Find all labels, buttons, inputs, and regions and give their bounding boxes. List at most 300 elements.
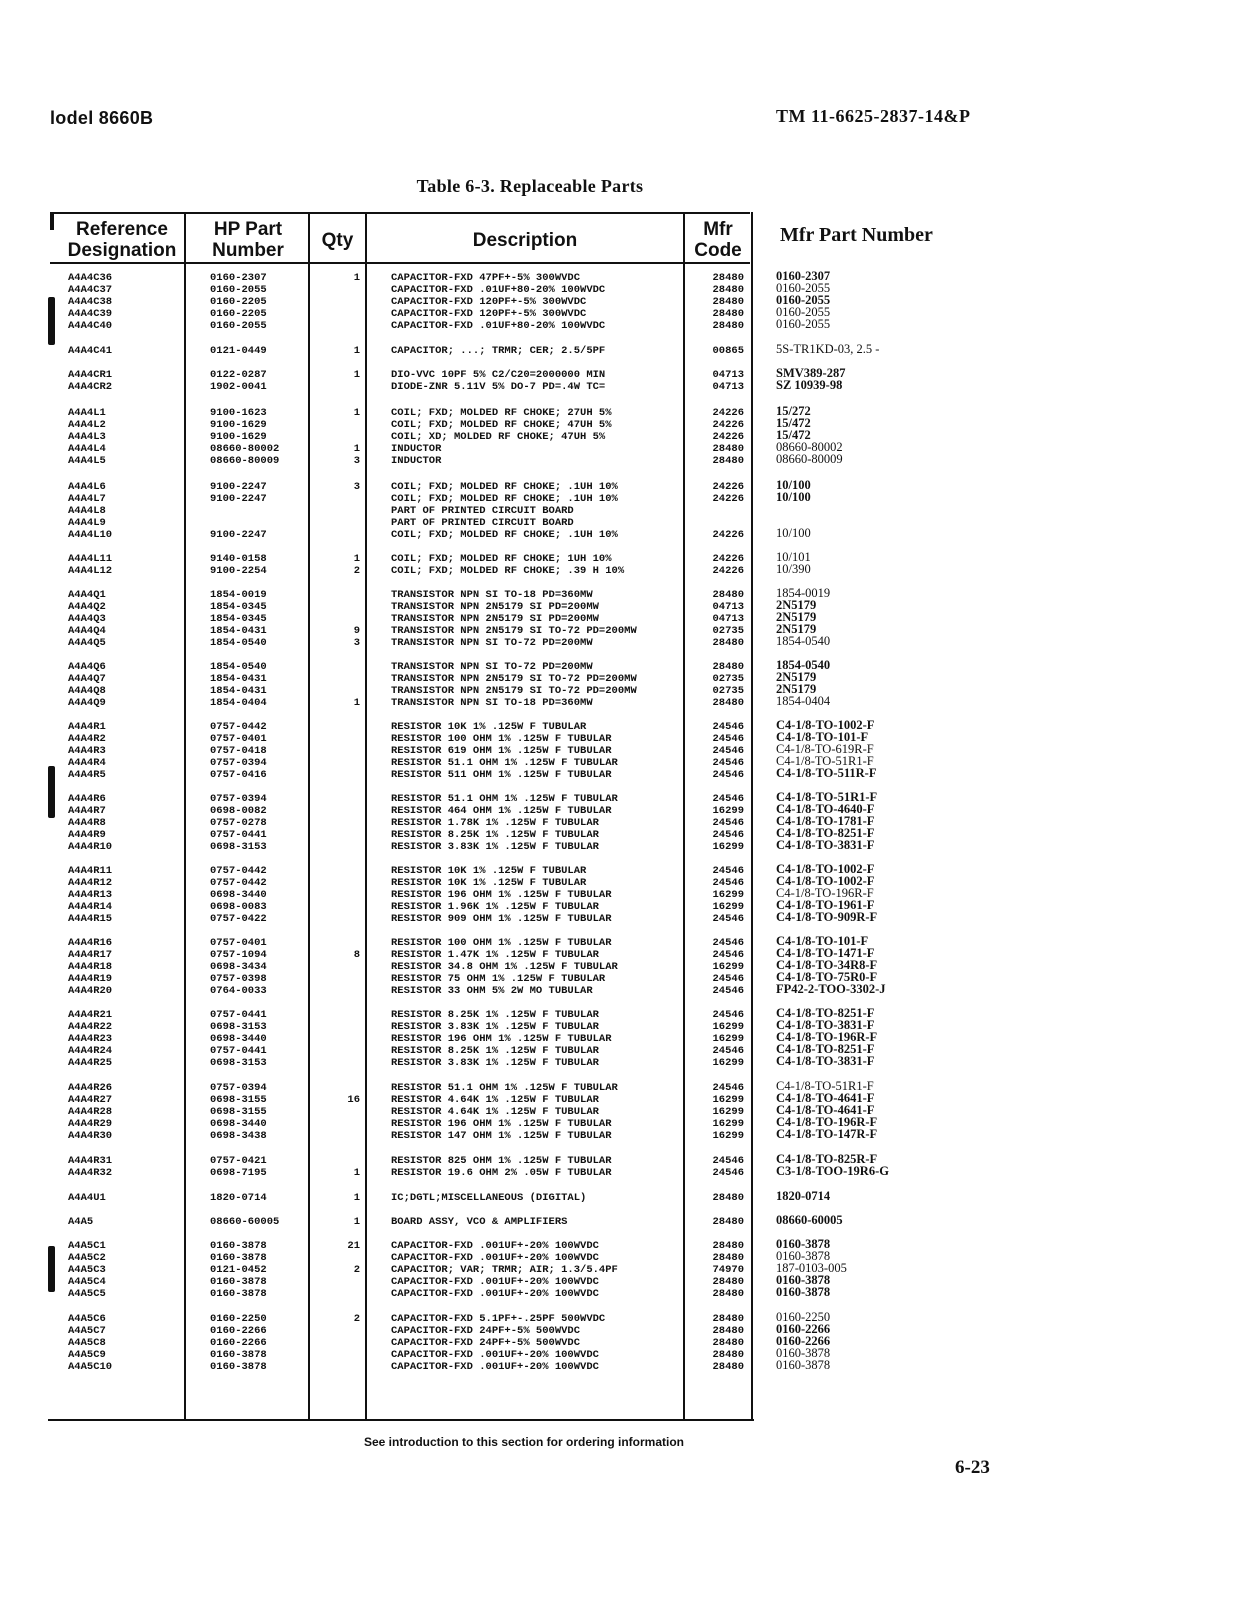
quantity: 2 <box>353 1264 360 1276</box>
mfr-code: 16299 <box>712 889 744 901</box>
mfr-part-number: SMV389-287 <box>776 366 846 380</box>
mfr-part-number: 15/472 <box>776 428 811 442</box>
part-ref: A4A4Q5 <box>68 637 106 649</box>
quantity <box>320 913 360 925</box>
mfr-part-number: 1820-0714 <box>776 1189 831 1203</box>
hp-part-number: 0160-2205 <box>210 308 267 320</box>
mfr-part-number: C4-1/8-TO-511R-F <box>776 766 877 780</box>
part-ref: A4A4R15 <box>68 913 113 925</box>
description: DIO-VVC 10PF 5% C2/C20=2000000 MIN <box>391 369 606 381</box>
description: CAPACITOR-FXD .01UF+80-20% 100WVDC <box>391 320 606 332</box>
quantity <box>320 769 360 781</box>
mfr-code: 16299 <box>712 1021 744 1033</box>
hp-part-number: 0160-3878 <box>210 1288 267 1300</box>
description: COIL; FXD; MOLDED RF CHOKE; 1UH 10% <box>391 553 612 565</box>
quantity <box>320 745 360 757</box>
hp-part-number: 0757-0441 <box>210 1009 267 1021</box>
quantity: 1 <box>353 553 360 565</box>
hp-part-number: 0160-2266 <box>210 1325 267 1337</box>
description: RESISTOR 51.1 OHM 1% .125W F TUBULAR <box>391 757 618 769</box>
hp-part-number: 0757-0441 <box>210 1045 267 1057</box>
hp-part-number: 08660-80009 <box>210 455 280 467</box>
quantity <box>320 1057 360 1069</box>
description: RESISTOR 19.6 OHM 2% .05W F TUBULAR <box>391 1167 612 1179</box>
part-ref: A4A5C9 <box>68 1349 106 1361</box>
mfr-code: 74970 <box>712 1264 744 1276</box>
description: RESISTOR 100 OHM 1% .125W F TUBULAR <box>391 937 612 949</box>
mfr-code: 28480 <box>712 1240 744 1252</box>
quantity <box>320 493 360 505</box>
hp-part-number: 0160-3878 <box>210 1240 267 1252</box>
mfr-code: 28480 <box>712 661 744 673</box>
mfr-part-number: 08660-80009 <box>776 452 843 466</box>
mfr-code: 16299 <box>712 1033 744 1045</box>
quantity: 8 <box>353 949 360 961</box>
mfr-part-number: C4-1/8-TO-196R-F <box>776 1115 878 1129</box>
mfr-part-number: 0160-2055 <box>776 281 831 295</box>
description: RESISTOR 511 OHM 1% .125W F TUBULAR <box>391 769 612 781</box>
description: CAPACITOR-FXD .001UF+-20% 100WVDC <box>391 1276 599 1288</box>
col-header-qty: Qty <box>321 229 354 251</box>
part-ref: A4A5C8 <box>68 1337 106 1349</box>
mfr-code: 24546 <box>712 793 744 805</box>
hp-part-number: 1854-0345 <box>210 613 267 625</box>
description: RESISTOR 10K 1% .125W F TUBULAR <box>391 721 587 733</box>
table-caption: Table 6-3. Replaceable Parts <box>416 176 644 196</box>
mfr-part-number: FP42-2-TOO-3302-J <box>776 982 886 996</box>
quantity: 1 <box>353 407 360 419</box>
hp-part-number: 0698-3153 <box>210 1021 267 1033</box>
mfr-part-number: 08660-60005 <box>776 1213 843 1227</box>
quantity <box>320 1082 360 1094</box>
quantity <box>320 589 360 601</box>
mfr-part-number: C4-1/8-TO-4640-F <box>776 802 875 816</box>
quantity: 16 <box>347 1094 360 1106</box>
col-header-mfr-part: Mfr Part Number <box>780 224 933 246</box>
part-ref: A4A4Q1 <box>68 589 106 601</box>
col-divider-5 <box>751 212 753 1420</box>
description: RESISTOR 1.78K 1% .125W F TUBULAR <box>391 817 599 829</box>
mfr-part-number: 15/472 <box>776 416 811 430</box>
mfr-part-number: C3-1/8-TOO-19R6-G <box>776 1164 889 1178</box>
quantity: 21 <box>347 1240 360 1252</box>
description: CAPACITOR; ...; TRMR; CER; 2.5/5PF <box>391 345 606 357</box>
description: TRANSISTOR NPN SI TO-18 PD=360MW <box>391 589 593 601</box>
description: RESISTOR 3.83K 1% .125W F TUBULAR <box>391 841 599 853</box>
mfr-code: 16299 <box>712 1130 744 1142</box>
quantity <box>320 1325 360 1337</box>
mfr-part-number: C4-1/8-TO-909R-F <box>776 910 878 924</box>
mfr-code: 16299 <box>712 1057 744 1069</box>
part-ref: A4A4R11 <box>68 865 113 877</box>
quantity <box>320 937 360 949</box>
description: INDUCTOR <box>391 455 442 467</box>
mfr-code: 04713 <box>712 369 744 381</box>
description: RESISTOR 196 OHM 1% .125W F TUBULAR <box>391 1033 612 1045</box>
hp-part-number: 1854-0431 <box>210 673 267 685</box>
quantity: 3 <box>353 481 360 493</box>
part-ref: A4A4L7 <box>68 493 106 505</box>
quantity <box>320 733 360 745</box>
hp-part-number: 0160-3878 <box>210 1361 267 1373</box>
part-ref: A4A4L3 <box>68 431 106 443</box>
description: RESISTOR 8.25K 1% .125W F TUBULAR <box>391 1045 599 1057</box>
hp-part-number: 0160-2055 <box>210 284 267 296</box>
hp-part-number: 0757-0401 <box>210 733 267 745</box>
part-ref: A4A4R21 <box>68 1009 113 1021</box>
part-ref: A4A4L10 <box>68 529 113 541</box>
quantity: 1 <box>353 1167 360 1179</box>
hp-part-number: 0698-7195 <box>210 1167 267 1179</box>
mfr-part-number: C4-1/8-TO-3831-F <box>776 838 875 852</box>
mfr-part-number: 0160-3878 <box>776 1358 831 1372</box>
mfr-part-number: C4-1/8-TO-1002-F <box>776 874 875 888</box>
hp-part-number: 0698-3440 <box>210 1033 267 1045</box>
part-ref: A4A5C4 <box>68 1276 106 1288</box>
hp-part-number: 9100-1623 <box>210 407 267 419</box>
mfr-part-number: C4-1/8-TO-4641-F <box>776 1091 875 1105</box>
part-ref: A4A4C36 <box>68 272 113 284</box>
change-bar <box>48 297 55 345</box>
mfr-code: 28480 <box>712 296 744 308</box>
description: PART OF PRINTED CIRCUIT BOARD <box>391 517 574 529</box>
mfr-code: 24546 <box>712 829 744 841</box>
mfr-part-number: C4-1/8-TO-1002-F <box>776 862 875 876</box>
mfr-part-number: SZ 10939-98 <box>776 378 843 392</box>
part-ref: A4A4R14 <box>68 901 113 913</box>
hp-part-number: 0757-0394 <box>210 1082 267 1094</box>
hp-part-number <box>210 517 306 529</box>
description: TRANSISTOR NPN SI TO-72 PD=200MW <box>391 637 593 649</box>
description: TRANSISTOR NPN 2N5179 SI TO-72 PD=200MW <box>391 673 637 685</box>
description: CAPACITOR-FXD 120PF+-5% 300WVDC <box>391 296 587 308</box>
mfr-code: 02735 <box>712 685 744 697</box>
description: CAPACITOR-FXD .001UF+-20% 100WVDC <box>391 1240 599 1252</box>
quantity <box>320 757 360 769</box>
quantity <box>320 793 360 805</box>
hp-part-number: 9100-2247 <box>210 481 267 493</box>
quantity: 1 <box>353 1216 360 1228</box>
quantity <box>320 601 360 613</box>
quantity <box>320 320 360 332</box>
hp-part-number: 0757-0418 <box>210 745 267 757</box>
hp-part-number: 9100-2254 <box>210 565 267 577</box>
quantity: 9 <box>353 625 360 637</box>
hp-part-number: 0764-0033 <box>210 985 267 997</box>
mfr-part-number: 10/100 <box>776 478 811 492</box>
part-ref: A4A4U1 <box>68 1192 106 1204</box>
description: RESISTOR 75 OHM 1% .125W F TUBULAR <box>391 973 606 985</box>
hp-part-number: 0160-2055 <box>210 320 267 332</box>
part-ref: A4A5C7 <box>68 1325 106 1337</box>
mfr-part-number: C4-1/8-TO-1781-F <box>776 814 875 828</box>
part-ref: A4A4C37 <box>68 284 113 296</box>
part-ref: A4A4R3 <box>68 745 106 757</box>
quantity <box>320 985 360 997</box>
mfr-part-number: C4-1/8-TO-51R1-F <box>776 754 874 768</box>
description: RESISTOR 10K 1% .125W F TUBULAR <box>391 877 587 889</box>
description: CAPACITOR-FXD .001UF+-20% 100WVDC <box>391 1252 599 1264</box>
hp-part-number: 0757-0394 <box>210 757 267 769</box>
mfr-code: 28480 <box>712 1313 744 1325</box>
mfr-code: 04713 <box>712 601 744 613</box>
mfr-code: 00865 <box>712 345 744 357</box>
mfr-code: 28480 <box>712 455 744 467</box>
hp-part-number: 9100-1629 <box>210 419 267 431</box>
part-ref: A4A4R29 <box>68 1118 113 1130</box>
mfr-code: 24546 <box>712 949 744 961</box>
mfr-code: 24546 <box>712 745 744 757</box>
mfr-part-number <box>776 503 976 515</box>
hp-part-number: 0121-0449 <box>210 345 267 357</box>
hp-part-number: 0122-0287 <box>210 369 267 381</box>
quantity: 1 <box>353 443 360 455</box>
mfr-code: 24226 <box>712 493 744 505</box>
description: COIL; XD; MOLDED RF CHOKE; 47UH 5% <box>391 431 606 443</box>
hp-part-number: 9100-2247 <box>210 493 267 505</box>
mfr-code: 28480 <box>712 697 744 709</box>
part-ref: A4A4R26 <box>68 1082 113 1094</box>
mfr-part-number: 1854-0404 <box>776 694 831 708</box>
description: TRANSISTOR NPN 2N5179 SI PD=200MW <box>391 601 599 613</box>
description: RESISTOR 3.83K 1% .125W F TUBULAR <box>391 1021 599 1033</box>
mfr-code: 04713 <box>712 613 744 625</box>
mfr-code: 28480 <box>712 1216 744 1228</box>
quantity <box>320 308 360 320</box>
description: TRANSISTOR NPN SI TO-72 PD=200MW <box>391 661 593 673</box>
quantity <box>320 1155 360 1167</box>
mfr-part-number: 0160-3878 <box>776 1249 831 1263</box>
part-ref: A4A4Q8 <box>68 685 106 697</box>
part-ref: A4A4R31 <box>68 1155 113 1167</box>
hp-part-number: 1854-0540 <box>210 661 267 673</box>
description: CAPACITOR-FXD 24PF+-5% 500WVDC <box>391 1337 581 1349</box>
mfr-code: 28480 <box>712 443 744 455</box>
part-ref: A4A4R20 <box>68 985 113 997</box>
mfr-part-number: C4-1/8-TO-51R1-F <box>776 790 878 804</box>
mfr-part-number: C4-1/8-TO-8251-F <box>776 1042 875 1056</box>
col-header-reference: Reference Designation <box>67 219 177 261</box>
part-ref: A4A4R30 <box>68 1130 113 1142</box>
part-ref: A4A4R4 <box>68 757 106 769</box>
hp-part-number: 1854-0019 <box>210 589 267 601</box>
hp-part-number: 0698-3434 <box>210 961 267 973</box>
description: RESISTOR 10K 1% .125W F TUBULAR <box>391 865 587 877</box>
hp-part-number: 1820-0714 <box>210 1192 267 1204</box>
mfr-part-number: 10/101 <box>776 550 811 564</box>
hp-part-number: 9100-1629 <box>210 431 267 443</box>
mfr-code: 24546 <box>712 877 744 889</box>
mfr-code <box>690 517 744 529</box>
mfr-code <box>690 505 744 517</box>
description: TRANSISTOR NPN SI TO-18 PD=360MW <box>391 697 593 709</box>
mfr-code: 24546 <box>712 1167 744 1179</box>
mfr-code: 28480 <box>712 1276 744 1288</box>
mfr-code: 28480 <box>712 1192 744 1204</box>
mfr-code: 28480 <box>712 1349 744 1361</box>
part-ref: A4A4R28 <box>68 1106 113 1118</box>
part-ref: A4A4L4 <box>68 443 106 455</box>
mfr-code: 28480 <box>712 1325 744 1337</box>
quantity <box>320 661 360 673</box>
mfr-part-number: 1854-0019 <box>776 586 831 600</box>
description: IC;DGTL;MISCELLANEOUS (DIGITAL) <box>391 1192 587 1204</box>
description: CAPACITOR-FXD 24PF+-5% 500WVDC <box>391 1325 581 1337</box>
part-ref: A4A4R5 <box>68 769 106 781</box>
quantity <box>320 517 360 529</box>
mfr-code: 24226 <box>712 553 744 565</box>
description: RESISTOR 51.1 OHM 1% .125W F TUBULAR <box>391 793 618 805</box>
hp-part-number: 0698-0083 <box>210 901 267 913</box>
description: RESISTOR 34.8 OHM 1% .125W F TUBULAR <box>391 961 618 973</box>
hp-part-number: 0757-0394 <box>210 793 267 805</box>
mfr-code: 24226 <box>712 529 744 541</box>
quantity <box>320 1337 360 1349</box>
description: TRANSISTOR NPN 2N5179 SI TO-72 PD=200MW <box>391 625 637 637</box>
quantity <box>320 889 360 901</box>
mfr-code: 28480 <box>712 1252 744 1264</box>
part-ref: A4A4Q3 <box>68 613 106 625</box>
quantity: 1 <box>353 345 360 357</box>
quantity <box>320 1288 360 1300</box>
hp-part-number: 08660-80002 <box>210 443 280 455</box>
mfr-code: 24546 <box>712 865 744 877</box>
part-ref: A4A5 <box>68 1216 94 1228</box>
mfr-part-number: C4-1/8-TO-196R-F <box>776 886 874 900</box>
quantity <box>320 1361 360 1373</box>
hp-part-number: 0757-1094 <box>210 949 267 961</box>
part-ref: A4A4CR1 <box>68 369 113 381</box>
part-ref: A4A4R22 <box>68 1021 113 1033</box>
hp-part-number: 0698-3153 <box>210 1057 267 1069</box>
hp-part-number: 0698-3153 <box>210 841 267 853</box>
mfr-code: 16299 <box>712 1094 744 1106</box>
quantity <box>320 613 360 625</box>
description: RESISTOR 4.64K 1% .125W F TUBULAR <box>391 1094 599 1106</box>
quantity <box>320 841 360 853</box>
page-number: 6-23 <box>955 1457 990 1478</box>
model-header: lodel 8660B <box>50 108 154 128</box>
mfr-part-number: C4-1/8-TO-3831-F <box>776 1018 875 1032</box>
mfr-part-number: 0160-3878 <box>776 1285 831 1299</box>
quantity <box>320 505 360 517</box>
part-ref: A4A4C38 <box>68 296 113 308</box>
quantity: 2 <box>353 1313 360 1325</box>
part-ref: A4A4Q4 <box>68 625 106 637</box>
quantity <box>320 901 360 913</box>
mfr-code: 16299 <box>712 1106 744 1118</box>
mfr-part-number: 0160-3878 <box>776 1273 831 1287</box>
quantity <box>320 284 360 296</box>
part-ref: A4A4L12 <box>68 565 113 577</box>
quantity <box>320 865 360 877</box>
col-header-hp-part: HP Part Number <box>212 219 284 261</box>
part-ref: A4A4Q9 <box>68 697 106 709</box>
mfr-code: 24546 <box>712 937 744 949</box>
mfr-code: 24226 <box>712 565 744 577</box>
part-ref: A4A4Q2 <box>68 601 106 613</box>
mfr-code: 28480 <box>712 272 744 284</box>
mfr-code: 28480 <box>712 320 744 332</box>
mfr-code: 24546 <box>712 1155 744 1167</box>
quantity: 1 <box>353 1192 360 1204</box>
mfr-part-number: 5S-TR1KD-03, 2.5 - <box>776 342 880 356</box>
part-ref: A4A4R18 <box>68 961 113 973</box>
hp-part-number: 08660-60005 <box>210 1216 280 1228</box>
mfr-code: 04713 <box>712 381 744 393</box>
quantity: 1 <box>353 697 360 709</box>
mfr-code: 16299 <box>712 901 744 913</box>
description: CAPACITOR-FXD 47PF+-5% 300WVDC <box>391 272 581 284</box>
part-ref: A4A4L9 <box>68 517 106 529</box>
description: COIL; FXD; MOLDED RF CHOKE; .1UH 10% <box>391 481 618 493</box>
description: CAPACITOR-FXD .01UF+80-20% 100WVDC <box>391 284 606 296</box>
mfr-code: 24226 <box>712 419 744 431</box>
part-ref: A4A4R19 <box>68 973 113 985</box>
hp-part-number: 0698-3155 <box>210 1106 267 1118</box>
mfr-code: 24546 <box>712 913 744 925</box>
change-bar <box>48 766 55 818</box>
quantity <box>320 973 360 985</box>
hp-part-number: 0757-0416 <box>210 769 267 781</box>
mfr-part-number: C4-1/8-TO-619R-F <box>776 742 874 756</box>
mfr-part-number: C4-1/8-TO-3831-F <box>776 1054 875 1068</box>
part-ref: A4A5C2 <box>68 1252 106 1264</box>
ref-mark <box>50 212 54 230</box>
mfr-part-number: 2N5179 <box>776 670 817 684</box>
description: COIL; FXD; MOLDED RF CHOKE; 27UH 5% <box>391 407 612 419</box>
quantity: 1 <box>353 369 360 381</box>
part-ref: A4A4R16 <box>68 937 113 949</box>
mfr-part-number: 0160-2250 <box>776 1310 831 1324</box>
col-divider-3 <box>365 212 367 1420</box>
part-ref: A4A4R24 <box>68 1045 113 1057</box>
description: RESISTOR 825 OHM 1% .125W F TUBULAR <box>391 1155 612 1167</box>
quantity <box>320 1276 360 1288</box>
part-ref: A4A4L5 <box>68 455 106 467</box>
col-header-description: Description <box>472 229 578 251</box>
description: RESISTOR 8.25K 1% .125W F TUBULAR <box>391 1009 599 1021</box>
hp-part-number: 0757-0401 <box>210 937 267 949</box>
mfr-code: 24546 <box>712 817 744 829</box>
quantity: 2 <box>353 565 360 577</box>
description: COIL; FXD; MOLDED RF CHOKE; 47UH 5% <box>391 419 612 431</box>
mfr-part-number: C4-1/8-TO-825R-F <box>776 1152 878 1166</box>
mfr-part-number: 0160-3878 <box>776 1346 831 1360</box>
mfr-part-number: 187-0103-005 <box>776 1261 847 1275</box>
mfr-code: 02735 <box>712 673 744 685</box>
mfr-part-number: 1854-0540 <box>776 658 831 672</box>
description: RESISTOR 100 OHM 1% .125W F TUBULAR <box>391 733 612 745</box>
quantity <box>320 1118 360 1130</box>
mfr-part-number: C4-1/8-TO-1471-F <box>776 946 875 960</box>
hp-part-number: 0757-0442 <box>210 865 267 877</box>
mfr-code: 28480 <box>712 308 744 320</box>
quantity <box>320 961 360 973</box>
description: RESISTOR 3.83K 1% .125W F TUBULAR <box>391 1057 599 1069</box>
mfr-part-number: C4-1/8-TO-196R-F <box>776 1030 878 1044</box>
hp-part-number: 0698-0082 <box>210 805 267 817</box>
part-ref: A4A4L6 <box>68 481 106 493</box>
quantity <box>320 419 360 431</box>
mfr-code: 24546 <box>712 733 744 745</box>
mfr-part-number: C4-1/8-TO-101-F <box>776 934 869 948</box>
quantity <box>320 431 360 443</box>
description: RESISTOR 1.96K 1% .125W F TUBULAR <box>391 901 599 913</box>
quantity <box>320 529 360 541</box>
description: RESISTOR 147 OHM 1% .125W F TUBULAR <box>391 1130 612 1142</box>
mfr-code: 24546 <box>712 1045 744 1057</box>
